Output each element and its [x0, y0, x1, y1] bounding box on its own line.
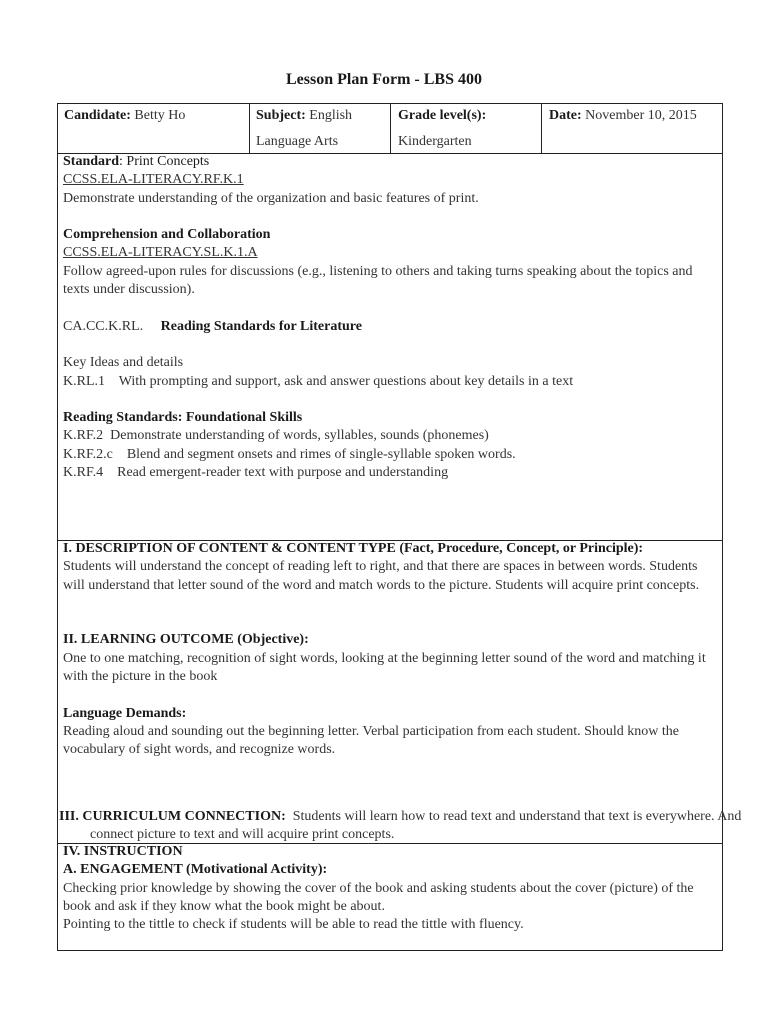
- curriculum-connection: [59, 808, 750, 845]
- foundational-title: Reading Standards: Foundational Skills: [63, 410, 303, 426]
- print-standard-code[interactable]: CCSS.ELA-LITERACY.RF.K.1: [63, 172, 244, 188]
- candidate-value: Betty Ho: [134, 108, 186, 123]
- section4-heading: IV. INSTRUCTION: [63, 844, 183, 859]
- subject-cell: [256, 103, 352, 155]
- comprehension-title: Comprehension and Collaboration: [63, 227, 271, 243]
- subject-label: Subject:: [256, 108, 306, 123]
- date-label: Date:: [549, 108, 582, 123]
- standard-label: Standard: [63, 154, 120, 169]
- candidate-label: Candidate:: [64, 108, 131, 123]
- standard-title: : Print Concepts: [119, 154, 210, 169]
- krf2-text: K.RF.2 Demonstrate understanding of words, syllables, sounds (phonemes): [63, 428, 489, 444]
- section3-heading: III. CURRICULUM CONNECTION:: [59, 809, 286, 824]
- header-divider-2: [390, 103, 391, 153]
- grade-cell: [398, 103, 486, 155]
- section2-text: One to one matching, recognition of sight words, looking at the beginning letter sound of the word and matching it with the picture in the book: [63, 650, 706, 685]
- content-section: [63, 540, 719, 760]
- grade-label: Grade level(s):: [398, 108, 487, 123]
- instruction-section: [63, 843, 719, 934]
- language-demands-heading: Language Demands:: [63, 705, 187, 721]
- header-divider-1: [249, 103, 250, 153]
- engagement-text-2: Pointing to the tittle to check if students will be able to read the tittle with fluency.: [63, 917, 524, 933]
- ca-code: CA.CC.K.RL.: [63, 318, 144, 334]
- section3-text: Students will learn how to read text and understand that text is everywhere. And connect picture to text and will acquire print concepts.: [90, 809, 742, 843]
- krl1-text: K.RL.1 With prompting and support, ask and answer questions about key details in a text: [63, 373, 574, 389]
- print-standard-desc: Demonstrate understanding of the organization and basic features of print.: [63, 190, 479, 206]
- ca-title: Reading Standards for Literature: [160, 318, 362, 334]
- section2-heading: II. LEARNING OUTCOME (Objective):: [63, 632, 309, 648]
- section1-text: Students will understand the concept of reading left to right, and that there are spaces in between words. Students will understand that letter sound of the word and match words to the picture. Students will acquire print concepts.: [63, 559, 700, 593]
- subject-value-line2: Language Arts: [256, 134, 339, 149]
- candidate-cell: [64, 103, 185, 129]
- date-value: November 10, 2015: [585, 108, 697, 123]
- standards-section: [63, 153, 719, 482]
- language-demands-text: Reading aloud and sounding out the beginning letter. Verbal participation from each student. Should know the vocabulary of sight words, and recognize words.: [63, 723, 680, 758]
- document-title: Lesson Plan Form - LBS 400: [285, 71, 482, 88]
- comprehension-desc: Follow agreed-upon rules for discussions (e.g., listening to others and taking turns speaking about the topics and texts under discussion).: [63, 263, 693, 298]
- comprehension-code[interactable]: CCSS.ELA-LITERACY.SL.K.1.A: [63, 245, 258, 261]
- key-ideas: Key Ideas and details: [63, 355, 184, 371]
- table-border-bottom: [57, 950, 723, 951]
- engagement-text-1: Checking prior knowledge by showing the cover of the book and asking students about the cover (picture) of the book and ask if they know what the book might be about.: [63, 880, 694, 914]
- krf4-text: K.RF.4 Read emergent-reader text with purpose and understanding: [63, 465, 449, 481]
- date-cell: [549, 103, 697, 129]
- engagement-heading: A. ENGAGEMENT (Motivational Activity):: [63, 862, 328, 878]
- krf2c-text: K.RF.2.c Blend and segment onsets and rimes of single-syllable spoken words.: [63, 446, 516, 462]
- header-divider-3: [541, 103, 542, 153]
- section1-heading: I. DESCRIPTION OF CONTENT & CONTENT TYPE (Fact, Procedure, Concept, or Principle):: [63, 541, 644, 556]
- subject-value-line1: English: [309, 108, 353, 123]
- grade-value: Kindergarten: [398, 134, 472, 149]
